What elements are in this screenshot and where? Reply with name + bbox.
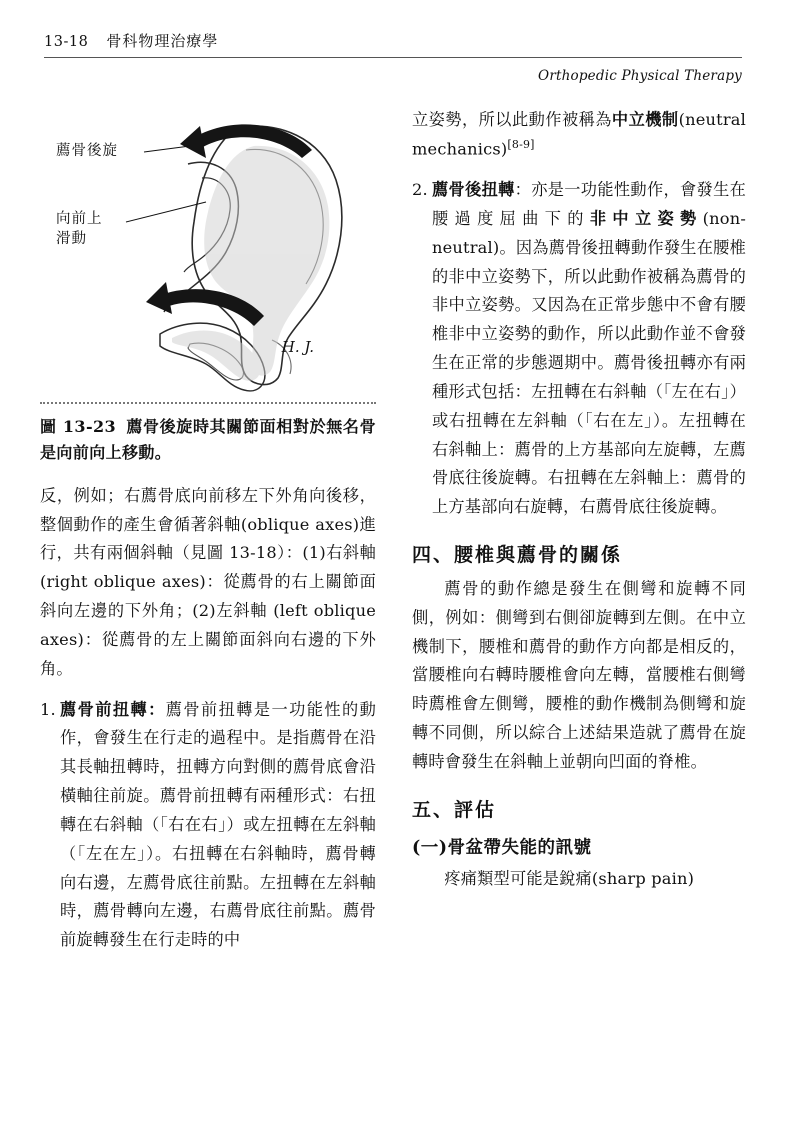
list-item-text: 薦骨前扭轉是一功能性的動作，會發生在行走的過程中。是指薦骨在沿其長軸扭轉時，扭轉方向對側的薦骨底會沿橫軸往前旋。薦骨前扭轉有兩種形式：右扭轉在右斜軸（「右在右」）或左扭轉在左斜軸（「左在左」）。右扭轉在右斜軸時，薦骨轉向右邊，左薦骨底往前點。左扭轉在左斜軸時，薦骨轉向左邊，右薦骨底往前點。薦骨前旋轉發生在行走時的中 <box>60 699 376 950</box>
caption-divider <box>40 402 376 404</box>
figure-caption <box>40 414 376 466</box>
subsection-heading-pelvic-girdle-dysfunction: (一)骨盆帶失能的訊號 <box>412 837 592 858</box>
list-marker: 2. <box>412 180 428 200</box>
section-heading-5: 五、評估 <box>412 798 497 821</box>
figure-label-anterior-superior-glide: 向前上 滑動 <box>56 211 103 247</box>
list-item-text-2: (non-neutral)。因為薦骨後扭轉動作發生在腰椎的非中立姿勢下，所以此動作被稱為薦骨的非中立姿勢。又因為在正常步態中不會有腰椎非中立姿勢的動作，所以此動作並不會發生在正常的步態週期中。薦骨後扭轉亦有兩種形式包括：左扭轉在右斜軸（「左在右」）或右扭轉在左斜軸（「右在左」）。左扭轉在右斜軸上：薦骨的上方基部向左旋轉，左薦骨底往後旋轉。右扭轉在左斜軸上：薦骨的上方基部向右旋轉，右薦骨底往後旋轉。 <box>432 208 747 517</box>
section-4-paragraph: 薦骨的動作總是發生在側彎和旋轉不同側，例如：側彎到右側卻旋轉到左側。在中立機制下，腰椎和薦骨的動作方向都是相反的，當腰椎向右轉時腰椎會向左轉，當腰椎右側彎時薦椎會左側彎，腰椎的動作機制為側彎和旋轉不同側，所以綜合上述結果造就了薦骨在旋轉時會發生在斜軸上並朝向凹面的脊椎。 <box>412 578 746 771</box>
list-marker: 1. <box>40 699 56 719</box>
citation-reference: [8-9] <box>507 137 535 151</box>
two-column-body <box>40 106 746 965</box>
running-head: Orthopedic Physical Therapy <box>538 68 742 84</box>
list-item-sacral-anterior-torsion <box>40 696 376 955</box>
right-continuation-paragraph <box>412 106 746 164</box>
left-paragraph-1: 反，例如；右薦骨底向前移左下外角向後移，整個動作的產生會循著斜軸(oblique axes)進行，共有兩個斜軸（見圖 13-18）：(1)右斜軸(right oblique axes)：從薦骨的右上關節面斜向左邊的下外角；(2)左斜軸 (left oblique axes)：從薦骨的左上關節面斜向右邊的下外角。 <box>40 485 376 678</box>
list-item-text-1: ：亦是一功能性動作，會發生在腰過度屈曲下的 <box>432 180 746 228</box>
continuation-text: 立姿勢，所以此動作被稱為 <box>412 110 612 129</box>
continuation-tail: (neutral mechanics) <box>412 110 746 159</box>
list-item-sacral-posterior-torsion <box>412 176 746 522</box>
list-item-keyword-1: 薦骨後扭轉 <box>432 180 515 200</box>
book-title-chinese: 骨科物理治療學 <box>106 32 219 50</box>
figure-caption-number: 圖 13-23 <box>40 417 117 436</box>
list-item-body <box>432 176 746 522</box>
list-item-keyword: 薦骨前扭轉： <box>60 699 166 719</box>
figure-13-23 <box>40 106 376 396</box>
list-item-body <box>60 696 376 955</box>
left-column <box>40 106 376 965</box>
section-heading-4: 四、腰椎與薦骨的關係 <box>412 543 623 566</box>
figure-caption-text: 薦骨後旋時其關節面相對於無名骨是向前向上移動。 <box>40 417 376 462</box>
leader-line-top <box>144 146 190 152</box>
page-header <box>40 30 746 55</box>
continuation-keyword: 中立機制 <box>611 110 679 129</box>
illustrator-signature: H. J. <box>281 338 314 356</box>
page-number: 13-18 <box>44 34 89 50</box>
right-column <box>412 106 746 965</box>
subsection-paragraph: 疼痛類型可能是銳痛(sharp pain) <box>444 868 695 888</box>
list-item-keyword-2: 非中立姿勢 <box>589 208 703 228</box>
figure-label-sacral-posterior-rotation: 薦骨後旋 <box>56 143 118 159</box>
